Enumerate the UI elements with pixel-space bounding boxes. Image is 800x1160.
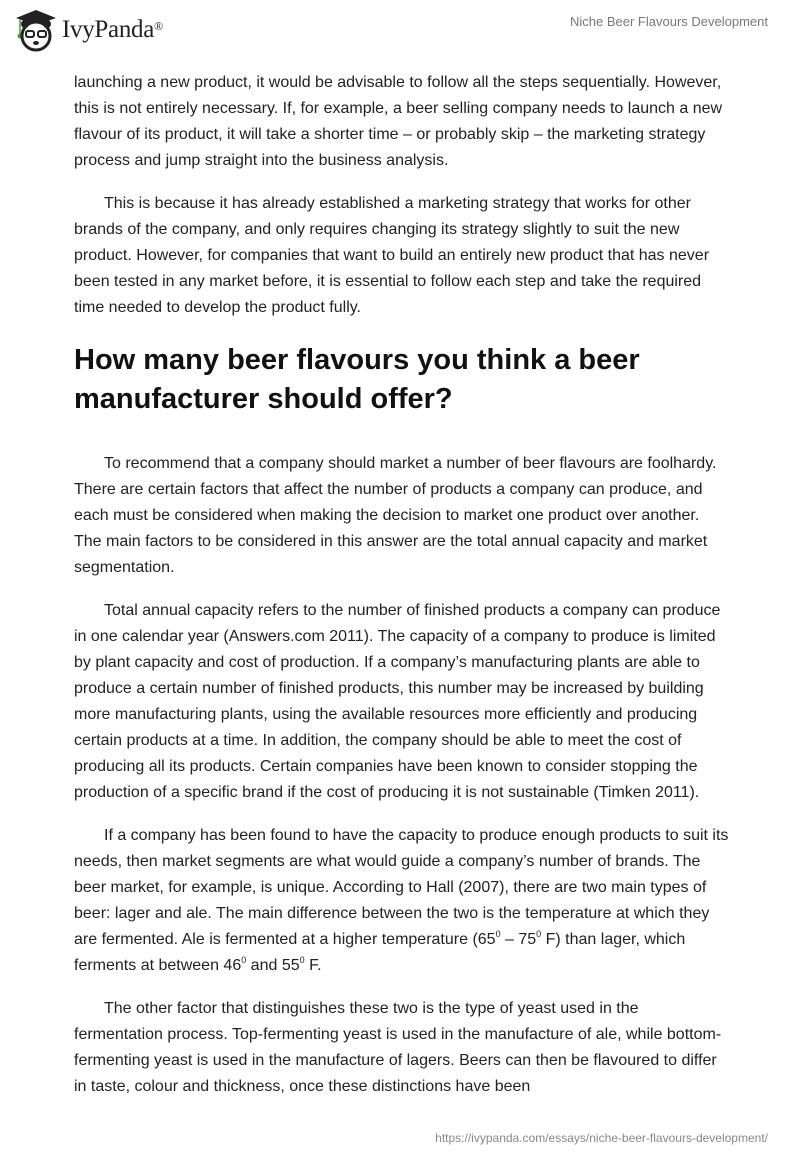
header <box>0 0 800 50</box>
section-heading: How many beer flavours you think a beer manufacturer should offer? <box>74 344 640 415</box>
essay-content <box>74 70 730 1117</box>
panda-logo-icon <box>12 8 56 52</box>
paragraph: The other factor that distinguishes these two is the type of yeast used in the fermentation process. Top-fermenting yeast is used in the manufacture of ale, while bottom-fermenting yeast is used in the manufacture of lagers. Beers can then be flavoured to differ in taste, colour and thickness, once these distinctions have been <box>74 1000 722 1095</box>
paragraph: To recommend that a company should market a number of beer flavours are foolhardy. There are certain factors that affect the number of products a company can produce, and each must be considered when making the decision to market one product over another. The main factors to be considered in this answer are the total annual capacity and market segmentation. <box>74 455 717 576</box>
document-title: Niche Beer Flavours Development <box>570 14 768 29</box>
paragraph: Total annual capacity refers to the number of finished products a company can produce in one calendar year (Answers.com 2011). The capacity of a company to produce is limited by plant capacity and cost of production. If a company’s manufacturing plants are able to produce a certain number of finished products, this number may be increased by building more manufacturing plants, using the available resources more efficiently and producing certain products at a time. In addition, the company should be able to meet the cost of producing all its products. Certain companies have been known to consider stopping the production of a specific brand if the cost of producing it is not sustainable (Timken 2011). <box>74 602 721 801</box>
paragraph: This is because it has already established a marketing strategy that works for other brands of the company, and only requires changing its strategy slightly to suit the new product. However, for companies that want to build an entirely new product that has never been tested in any market before, it is essential to follow each step and take the required time needed to develop the product fully. <box>74 195 710 316</box>
paragraph: If a company has been found to have the capacity to produce enough products to suit its needs, then market segments are what would guide a company’s number of brands. The beer market, for example, is unique. According to Hall (2007), there are two main types of beer: lager and ale. The main difference between the two is the temperature at which they are fermented. Ale is fermented at a higher temperature ($65^0 - 75^0$ F) than lager, which ferments at between $46^0$ and $55^0$ F. <box>74 827 729 974</box>
logo-text: IvyPanda® <box>62 16 163 43</box>
paragraph: launching a new product, it would be advisable to follow all the steps sequentially. However, this is not entirely necessary. If, for example, a beer selling company needs to launch a new flavour of its product, it will take a shorter time – or probably skip – the marketing strategy process and jump straight into the business analysis. <box>74 74 723 169</box>
ivypanda-logo[interactable] <box>12 8 163 52</box>
footer-url[interactable]: https://ivypanda.com/essays/niche-beer-flavours-development/ <box>435 1131 768 1145</box>
